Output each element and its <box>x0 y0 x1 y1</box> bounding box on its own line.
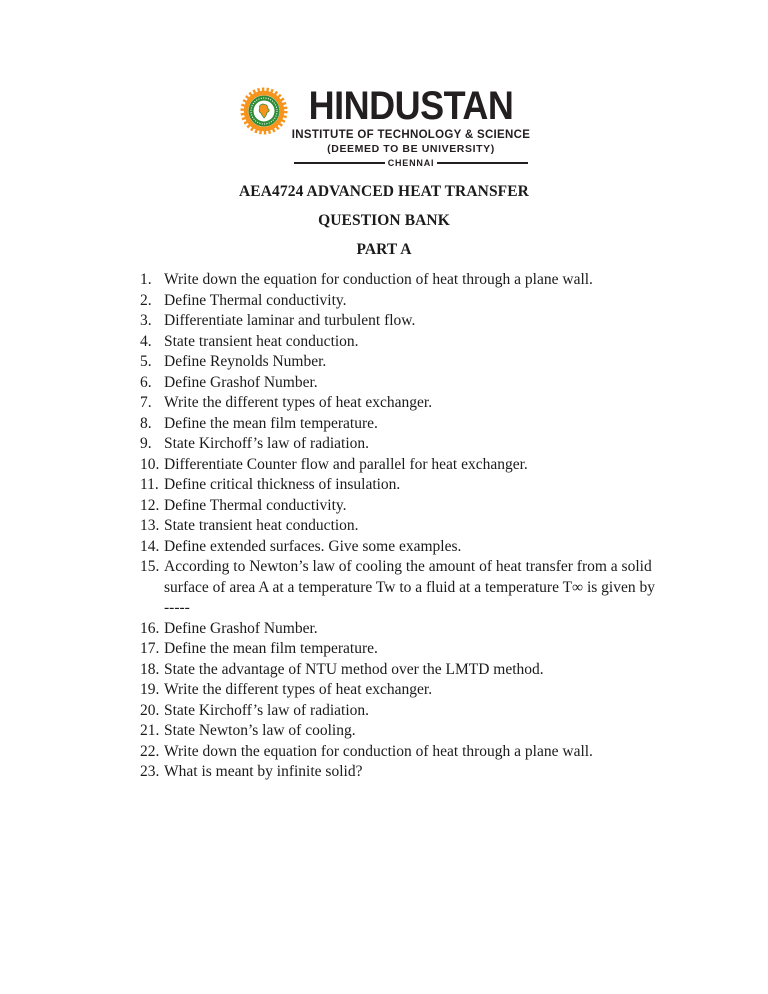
institute-city: CHENNAI <box>387 158 435 168</box>
question-item <box>140 660 656 681</box>
institute-deemed-line: (DEEMED TO BE UNIVERSITY) <box>327 143 495 155</box>
question-item <box>140 270 656 291</box>
institute-subtitle: INSTITUTE OF TECHNOLOGY & SCIENCE <box>291 129 531 141</box>
question-number: 21. <box>140 722 160 739</box>
question-number: 12. <box>140 496 160 514</box>
question-text: Define the mean film temperature. <box>164 414 378 432</box>
question-number: 13. <box>140 517 160 534</box>
question-text: State Kirchoff’s law of radiation. <box>164 701 370 719</box>
city-rule-left <box>294 162 385 164</box>
question-number: 19. <box>140 681 160 698</box>
question-number: 1. <box>140 271 152 288</box>
question-item <box>140 762 656 783</box>
question-item <box>140 373 656 394</box>
question-item <box>140 557 656 619</box>
question-number: 20. <box>140 701 160 719</box>
question-text: State the advantage of NTU method over the LMTD method. <box>164 660 544 678</box>
question-number: 2. <box>140 291 152 309</box>
question-item <box>140 475 656 496</box>
question-text: State transient heat conduction. <box>164 332 359 350</box>
question-item <box>140 496 656 517</box>
question-text: Define Grashof Number. <box>164 619 318 637</box>
question-number: 9. <box>140 435 152 452</box>
question-text: Define the mean film temperature. <box>164 640 378 657</box>
question-text: According to Newton’s law of cooling the amount of heat transfer from a solid surface of area A at a temperature Tw to a fluid at a temperature T∞ is given by ----- <box>164 558 655 616</box>
institute-emblem-icon <box>240 87 288 135</box>
question-text: State Kirchoff’s law of radiation. <box>164 435 370 452</box>
question-item <box>140 291 656 312</box>
question-text: Define extended surfaces. Give some examples. <box>164 537 462 555</box>
question-item <box>140 721 656 742</box>
question-text: Write down the equation for conduction of heat through a plane wall. <box>164 742 593 760</box>
institute-name: HINDUSTAN <box>308 82 514 128</box>
question-item <box>140 414 656 435</box>
question-item <box>140 434 656 455</box>
question-item <box>140 311 656 332</box>
question-item <box>140 455 656 476</box>
question-number: 22. <box>140 742 160 760</box>
question-text: Write the different types of heat exchanger. <box>164 681 433 698</box>
question-number: 17. <box>140 640 160 657</box>
question-text: Differentiate Counter flow and parallel for heat exchanger. <box>164 455 528 473</box>
question-number: 8. <box>140 414 152 432</box>
question-text: Write down the equation for conduction of heat through a plane wall. <box>164 271 593 288</box>
document-headings <box>0 182 768 260</box>
question-number: 3. <box>140 312 152 329</box>
question-text: Define Reynolds Number. <box>164 353 327 370</box>
course-title: AEA4724 ADVANCED HEAT TRANSFER <box>239 183 529 200</box>
institute-city-row <box>294 158 528 168</box>
question-number: 16. <box>140 619 160 637</box>
question-text: Define Thermal conductivity. <box>164 291 347 309</box>
institute-logo <box>0 0 768 168</box>
question-text: Differentiate laminar and turbulent flow. <box>164 312 416 329</box>
question-text: Write the different types of heat exchanger. <box>164 394 433 411</box>
question-number: 4. <box>140 332 152 350</box>
question-number: 14. <box>140 537 160 555</box>
question-item <box>140 680 656 701</box>
question-item <box>140 742 656 763</box>
question-number: 15. <box>140 558 160 575</box>
part-title: PART A <box>356 241 412 258</box>
city-rule-right <box>437 162 528 164</box>
question-number: 7. <box>140 394 152 411</box>
question-item <box>140 332 656 353</box>
question-text: Define critical thickness of insulation. <box>164 476 401 493</box>
question-number: 10. <box>140 455 160 473</box>
question-text: What is meant by infinite solid? <box>164 763 363 780</box>
question-item <box>140 701 656 722</box>
question-text: Define Grashof Number. <box>164 373 318 391</box>
question-number: 5. <box>140 353 152 370</box>
question-number: 18. <box>140 660 160 678</box>
question-bank-title: QUESTION BANK <box>318 212 450 229</box>
question-item <box>140 393 656 414</box>
question-text: State Newton’s law of cooling. <box>164 722 356 739</box>
question-item <box>140 619 656 640</box>
logo-wordmark <box>291 82 531 168</box>
question-item <box>140 516 656 537</box>
question-item <box>140 639 656 660</box>
question-text: Define Thermal conductivity. <box>164 496 347 514</box>
question-item <box>140 537 656 558</box>
question-number: 23. <box>140 763 160 780</box>
question-number: 6. <box>140 373 152 391</box>
question-item <box>140 352 656 373</box>
question-list <box>140 270 656 783</box>
question-number: 11. <box>140 476 159 493</box>
question-text: State transient heat conduction. <box>164 517 359 534</box>
